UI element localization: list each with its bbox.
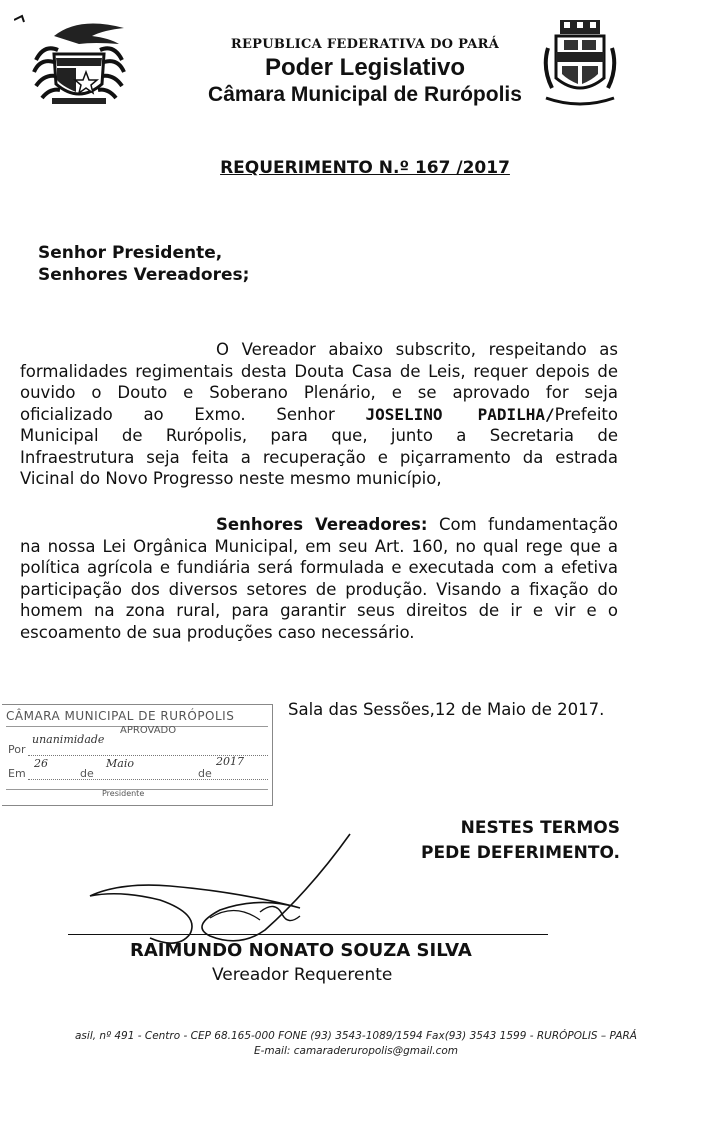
request-line: Municipal de Rurópolis, para que, junto a Secretaria de [20,426,618,445]
stamp-por-label: Por [8,743,26,756]
request-paragraph [20,339,618,490]
stamp-de-label: de [80,767,94,780]
justification-lead: Senhores Vereadores: [216,515,428,534]
approval-stamp [2,704,273,806]
request-line: Vicinal do Novo Progresso neste mesmo município, [20,469,442,488]
salutation-councillors: Senhores Vereadores; [38,265,250,285]
signature-line [68,934,548,935]
stamp-month-handwritten: Maio [106,757,134,770]
request-line: Infraestrutura seja feita a recuperação e piçarramento da estrada [20,447,618,467]
stamp-em-label: Em [8,767,26,780]
stamp-signer-label: Presidente [102,789,145,798]
justification-line: escoamento de sua produções caso necessário. [20,622,415,642]
request-text: Prefeito [554,404,618,424]
request-text: oficializado ao Exmo. Senhor [20,404,335,424]
footer-address: asil, nº 491 - Centro - CEP 68.165-000 FONE (93) 3543-1089/1594 Fax(93) 3543 1599 - RURÓPOLIS – PARÁ [75,1030,637,1042]
justification-line: política agrícola e fundiária será formulada e executada com a efetiva [20,558,618,577]
stamp-line [28,779,268,780]
justification-line [20,514,618,536]
justification-paragraph [20,514,618,643]
header-legislative-power: Poder Legislativo [264,54,466,81]
request-line: formalidades regimentais desta Douta Casa de Leis, requer depois de [20,361,618,381]
stamp-approved: APROVADO [120,725,177,736]
signer-role: Vereador Requerente [212,965,393,985]
header-republic: REPUBLICA FEDERATIVA DO PARÁ [230,37,500,52]
footer-email: E-mail: camaraderuropolis@gmail.com [253,1045,459,1057]
request-line [20,404,618,426]
justification-line: participação dos diversos setores de produção. Visando a fixação do [20,579,618,599]
stamp-vote-handwritten: unanimidade [32,733,105,746]
signer-name: RAIMUNDO NONATO SOUZA SILVA [130,940,472,961]
mayor-name: JOSELINO PADILHA/ [365,404,555,424]
stamp-year-handwritten: 2017 [216,755,244,768]
stamp-day-handwritten: 26 [34,757,48,770]
justification-line: na nossa Lei Orgânica Municipal, em seu Art. 160, no qual rege que a [20,536,618,556]
closing-request: PEDE DEFERIMENTO. [421,843,620,863]
document-title: REQUERIMENTO N.º 167 /2017 [220,158,510,178]
request-line: ouvido o Douto e Soberano Plenário, e se aprovado for seja [20,383,618,402]
salutation-president: Senhor Presidente, [38,243,223,263]
session-date: Sala das Sessões,12 de Maio de 2017. [288,700,605,719]
request-line: O Vereador abaixo subscrito, respeitando as [216,340,618,359]
justification-line: homem na zona rural, para garantir seus direitos de ir e vir e o [20,601,618,620]
header-chamber-name: Câmara Municipal de Rurópolis [208,83,522,106]
stamp-de-label: de [198,767,212,780]
closing-terms: NESTES TERMOS [460,818,620,838]
justification-text: Com fundamentação [438,515,618,534]
stamp-title: CÂMARA MUNICIPAL DE RURÓPOLIS [6,709,235,723]
